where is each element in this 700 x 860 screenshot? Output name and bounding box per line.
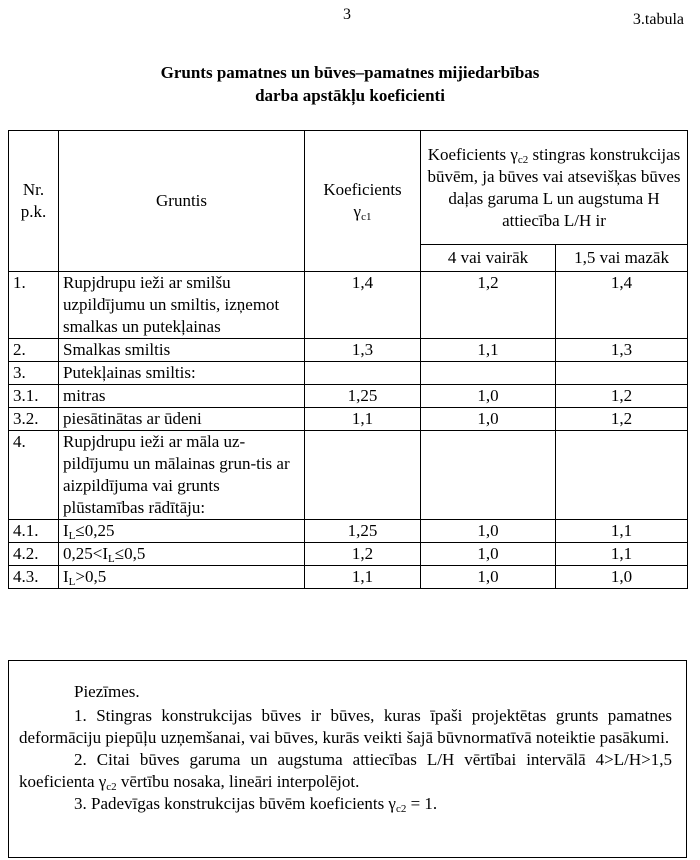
row-soil: piesātinātas ar ūdeni	[59, 408, 305, 431]
soil-sub: L	[108, 553, 115, 565]
row-gc2-ge4: 1,0	[421, 520, 556, 543]
note-3-before: 3. Padevīgas konstrukcijas būvēm koeficients γ	[74, 794, 396, 813]
table-row	[9, 566, 688, 589]
row-soil	[59, 520, 305, 543]
header-ratio-ge4: 4 vai vairāk	[421, 245, 556, 272]
row-soil: Rupjdrupu ieži ar māla uz-pildījumu un mālainas grun-tis ar aizpildījuma vai grunts plūstamības rādītāju:	[59, 431, 305, 520]
header-gc1	[305, 131, 421, 272]
title-line-2: darba apstākļu koeficienti	[255, 86, 445, 105]
note-2	[19, 749, 672, 793]
row-gc2-ge4	[421, 431, 556, 520]
row-gc2-le15: 1,3	[556, 339, 688, 362]
table-label: 3.tabula	[632, 11, 684, 28]
table-row	[9, 431, 688, 520]
soil-post: ≤0,5	[114, 544, 146, 563]
row-gc2-le15: 1,2	[556, 408, 688, 431]
row-soil: Putekļainas smiltis:	[59, 362, 305, 385]
table-row	[9, 543, 688, 566]
header-gc2	[421, 131, 688, 245]
row-soil: mitras	[59, 385, 305, 408]
soil-sub: L	[68, 576, 76, 588]
note-1: 1. Stingras konstrukcijas būves ir būves, kuras īpaši projektētas grunts pamatnes deformāciju piepūļu uzņemšanai, vai būves, kurās veikti šajā būvnormatīvā noteiktie pasākumi.	[19, 706, 672, 747]
row-gc2-ge4: 1,0	[421, 543, 556, 566]
soil-pre: 0,25<I	[63, 544, 108, 563]
table-row	[9, 408, 688, 431]
row-gc1: 1,4	[305, 272, 421, 339]
row-gc1: 1,25	[305, 385, 421, 408]
table-row	[9, 339, 688, 362]
row-gc2-ge4: 1,2	[421, 272, 556, 339]
header-gc1-sub: c1	[361, 211, 372, 223]
note-3-sub: c2	[395, 803, 407, 815]
row-gc1	[305, 362, 421, 385]
row-gc2-ge4	[421, 362, 556, 385]
row-gc2-le15: 1,2	[556, 385, 688, 408]
notes-heading: Piezīmes.	[74, 682, 140, 701]
row-gc1: 1,2	[305, 543, 421, 566]
row-nr: 4.	[9, 431, 59, 520]
table-row	[9, 362, 688, 385]
soil-post: >0,5	[75, 567, 107, 586]
row-gc2-ge4: 1,0	[421, 408, 556, 431]
header-nr: Nr. p.k.	[9, 131, 59, 272]
row-nr: 3.	[9, 362, 59, 385]
row-gc2-ge4: 1,0	[421, 566, 556, 589]
row-nr: 4.3.	[9, 566, 59, 589]
row-gc2-le15	[556, 431, 688, 520]
soil-post: ≤0,25	[75, 521, 115, 540]
row-gc2-le15: 1,1	[556, 520, 688, 543]
row-soil: Rupjdrupu ieži ar smilšu uzpildījumu un smiltis, izņemot smalkas un putekļainas	[59, 272, 305, 339]
row-gc2-le15: 1,1	[556, 543, 688, 566]
page-number: 3	[343, 6, 351, 23]
note-3	[19, 793, 672, 815]
title-line-1: Grunts pamatnes un būves–pamatnes mijiedarbības	[160, 63, 540, 82]
row-gc2-ge4: 1,0	[421, 385, 556, 408]
row-gc1: 1,1	[305, 408, 421, 431]
header-gc1-text: Koeficients	[323, 180, 402, 199]
document-title	[0, 61, 700, 107]
table-row	[9, 520, 688, 543]
row-gc2-le15: 1,0	[556, 566, 688, 589]
row-gc1	[305, 431, 421, 520]
row-nr: 1.	[9, 272, 59, 339]
row-nr: 2.	[9, 339, 59, 362]
note-2-before: 2. Citai būves garuma un augstuma attiecības L/H vērtībai intervālā 4>L/H>1,5 koeficienta γ	[19, 750, 672, 791]
row-gc1: 1,25	[305, 520, 421, 543]
header-gc1-symbol: γ	[353, 202, 362, 221]
soil-pre: I	[63, 567, 69, 586]
row-nr: 3.2.	[9, 408, 59, 431]
note-2-after: vērtību nosaka, lineāri interpolējot.	[116, 772, 360, 791]
row-gc2-ge4: 1,1	[421, 339, 556, 362]
header-gc2-text-before: Koeficients γ	[427, 144, 518, 164]
coefficient-table	[8, 130, 688, 589]
row-gc1: 1,1	[305, 566, 421, 589]
row-gc2-le15	[556, 362, 688, 385]
soil-pre: I	[63, 521, 69, 540]
table-row	[9, 272, 688, 339]
header-gc2-text-after: stingras konstrukcijas būvēm, ja būves vai atsevišķas būves daļas garuma L un augstuma H attiecība L/H ir	[427, 144, 681, 230]
row-nr: 4.1.	[9, 520, 59, 543]
row-soil: Smalkas smiltis	[59, 339, 305, 362]
row-nr: 3.1.	[9, 385, 59, 408]
notes-box	[8, 660, 687, 858]
soil-sub: L	[68, 530, 76, 542]
row-gc2-le15: 1,4	[556, 272, 688, 339]
note-3-after: = 1.	[406, 794, 438, 813]
header-ratio-le15: 1,5 vai mazāk	[556, 245, 688, 272]
row-nr: 4.2.	[9, 543, 59, 566]
table-row	[9, 385, 688, 408]
header-gc2-sub: c2	[517, 153, 529, 166]
row-gc1: 1,3	[305, 339, 421, 362]
row-soil	[59, 543, 305, 566]
header-soil: Gruntis	[59, 131, 305, 272]
note-2-sub: c2	[106, 781, 117, 793]
row-soil	[59, 566, 305, 589]
